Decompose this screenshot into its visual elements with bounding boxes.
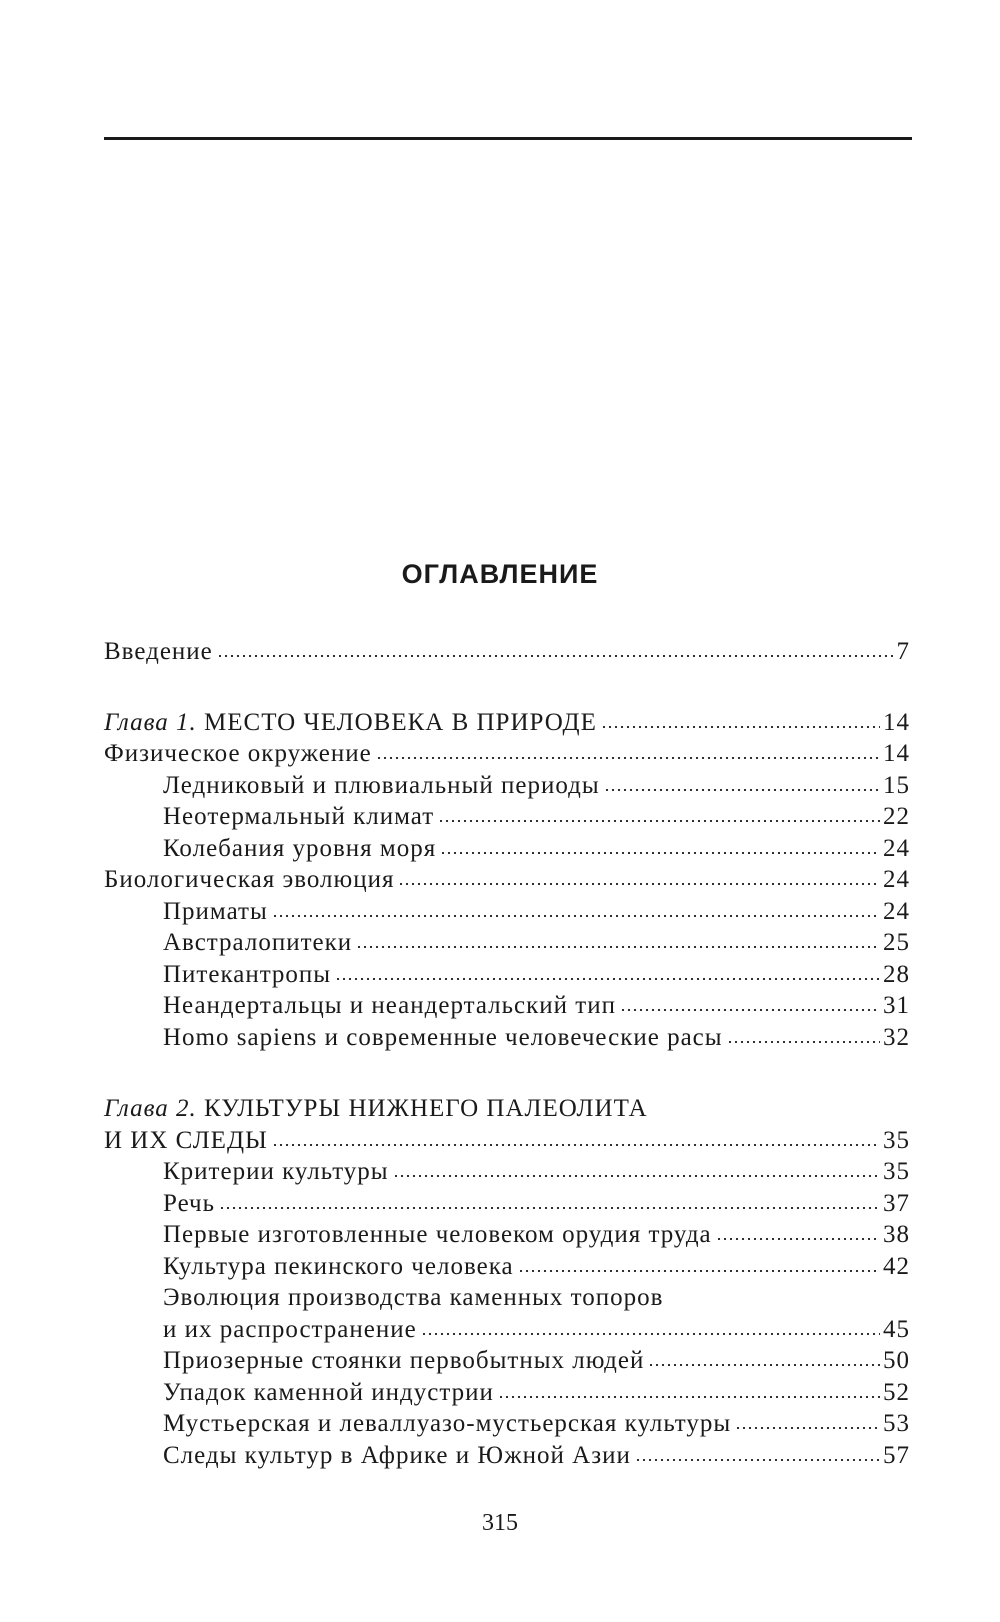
toc-entry[interactable] (104, 896, 910, 928)
toc-entry-page: 52 (883, 1378, 910, 1406)
toc-entry[interactable] (104, 927, 910, 959)
toc-entry[interactable] (104, 1314, 910, 1346)
dot-leader (518, 1270, 880, 1272)
toc-entry-label: Приматы (163, 897, 268, 925)
dot-leader (440, 852, 880, 854)
toc-entry[interactable] (104, 738, 910, 770)
dot-leader (217, 655, 894, 657)
toc-entry[interactable] (104, 1022, 910, 1054)
chapter-title: МЕСТО ЧЕЛОВЕКА В ПРИРОДЕ (204, 708, 597, 736)
toc-entry-page: 37 (883, 1189, 910, 1217)
toc-entry-label: Неандертальцы и неандертальский тип (163, 992, 616, 1019)
toc-entry-page: 25 (883, 929, 910, 956)
toc-entry[interactable] (104, 1251, 910, 1283)
toc-entry[interactable] (104, 833, 910, 865)
dot-leader (735, 1427, 880, 1429)
toc-entry-label: Австралопитеки (163, 929, 353, 956)
dot-leader (716, 1238, 880, 1240)
toc-entry-label: Следы культур в Африке и Южной Азии (163, 1441, 631, 1469)
toc-entry-page: 32 (883, 1023, 910, 1051)
toc-entry[interactable] (104, 1377, 910, 1409)
toc-entry-label: Биологическая эволюция (104, 866, 395, 893)
toc-entry-label: Ледниковый и плювиальный периоды (163, 771, 600, 799)
toc-entry-label: Homo sapiens и современные человеческие расы (163, 1023, 723, 1051)
toc-entry-label: Питекантропы (163, 960, 332, 988)
dot-leader (272, 1144, 880, 1146)
chapter-prefix: Глава 2. (104, 1095, 197, 1122)
toc-entry-page: 42 (883, 1252, 910, 1280)
dot-leader (272, 915, 880, 917)
toc-entry-label: Колебания уровня моря (163, 834, 437, 862)
toc-entry-label: Мустьерская и леваллуазо-мустьерская культуры (163, 1410, 732, 1437)
toc-entry-page: 28 (883, 960, 910, 988)
toc-entry-page: 45 (883, 1315, 910, 1343)
toc-entry[interactable] (104, 1440, 910, 1472)
dot-leader (376, 757, 880, 759)
toc-entry[interactable] (104, 1156, 910, 1188)
dot-leader (498, 1396, 880, 1398)
toc-entry-page: 50 (883, 1347, 910, 1374)
chapter-prefix: Глава 1. (104, 708, 197, 736)
toc-entry-page: 24 (883, 834, 910, 862)
toc-entry[interactable] (104, 990, 910, 1022)
table-of-contents (104, 636, 910, 1471)
dot-leader (604, 789, 880, 791)
page-title: ОГЛАВЛЕНИЕ (401, 559, 599, 589)
toc-entry-label: Неотермальный климат (163, 803, 435, 830)
top-rule (104, 137, 912, 140)
dot-leader (620, 1009, 880, 1011)
toc-entry[interactable] (104, 770, 910, 802)
toc-entry-label: Первые изготовленные человеком орудия труда (163, 1221, 712, 1248)
chapter-title-continued: И ИХ СЛЕДЫ (104, 1126, 268, 1154)
toc-entry-page: 22 (883, 803, 910, 830)
toc-entry[interactable] (104, 959, 910, 991)
toc-entry-page: 38 (883, 1221, 910, 1248)
toc-entry-label: Эволюция производства каменных топоров (163, 1284, 664, 1311)
toc-entry-page: 24 (883, 897, 910, 925)
toc-chapter-2[interactable] (104, 1125, 910, 1157)
toc-entry-page: 7 (896, 638, 910, 665)
dot-leader (601, 726, 880, 728)
dot-leader (356, 946, 880, 948)
toc-entry-label: Введение (104, 638, 213, 665)
toc-entry[interactable] (104, 1188, 910, 1220)
toc-entry-label: Физическое окружение (104, 740, 372, 767)
toc-entry-label: Культура пекинского человека (163, 1252, 514, 1280)
dot-leader (648, 1364, 880, 1366)
toc-entry[interactable] (104, 1345, 910, 1377)
dot-leader (393, 1175, 880, 1177)
toc-entry-intro[interactable] (104, 636, 910, 668)
toc-entry-page: 57 (883, 1441, 910, 1469)
toc-entry[interactable] (104, 1408, 910, 1440)
toc-entry-label: Упадок каменной индустрии (163, 1378, 494, 1406)
toc-chapter-1[interactable] (104, 707, 910, 739)
dot-leader (398, 883, 880, 885)
toc-entry-label: Критерии культуры (163, 1158, 389, 1185)
dot-leader (635, 1459, 880, 1461)
toc-entry[interactable] (104, 801, 910, 833)
toc-entry-page: 14 (883, 740, 910, 767)
page-number: 315 (482, 1510, 518, 1536)
toc-entry-label-continued: и их распространение (163, 1315, 417, 1343)
dot-leader (727, 1041, 880, 1043)
toc-entry-page: 35 (883, 1158, 910, 1185)
toc-entry[interactable] (104, 1219, 910, 1251)
toc-entry-page: 24 (883, 866, 910, 893)
dot-leader (421, 1333, 880, 1335)
toc-entry-page: 53 (883, 1410, 910, 1437)
chapter-title: КУЛЬТУРЫ НИЖНЕГО ПАЛЕОЛИТА (204, 1095, 648, 1122)
toc-entry-page: 35 (883, 1126, 910, 1154)
toc-entry[interactable] (104, 864, 910, 896)
toc-entry-label: Речь (163, 1189, 216, 1217)
dot-leader (335, 978, 880, 980)
dot-leader (438, 820, 880, 822)
toc-entry-label: Приозерные стоянки первобытных людей (163, 1347, 645, 1374)
toc-entry-page: 15 (883, 771, 910, 799)
dot-leader (219, 1207, 880, 1209)
toc-entry-page: 14 (883, 708, 910, 736)
toc-entry-page: 31 (883, 992, 910, 1019)
toc-entry-multiline-start (104, 1282, 910, 1314)
toc-chapter-2-heading (104, 1093, 910, 1125)
